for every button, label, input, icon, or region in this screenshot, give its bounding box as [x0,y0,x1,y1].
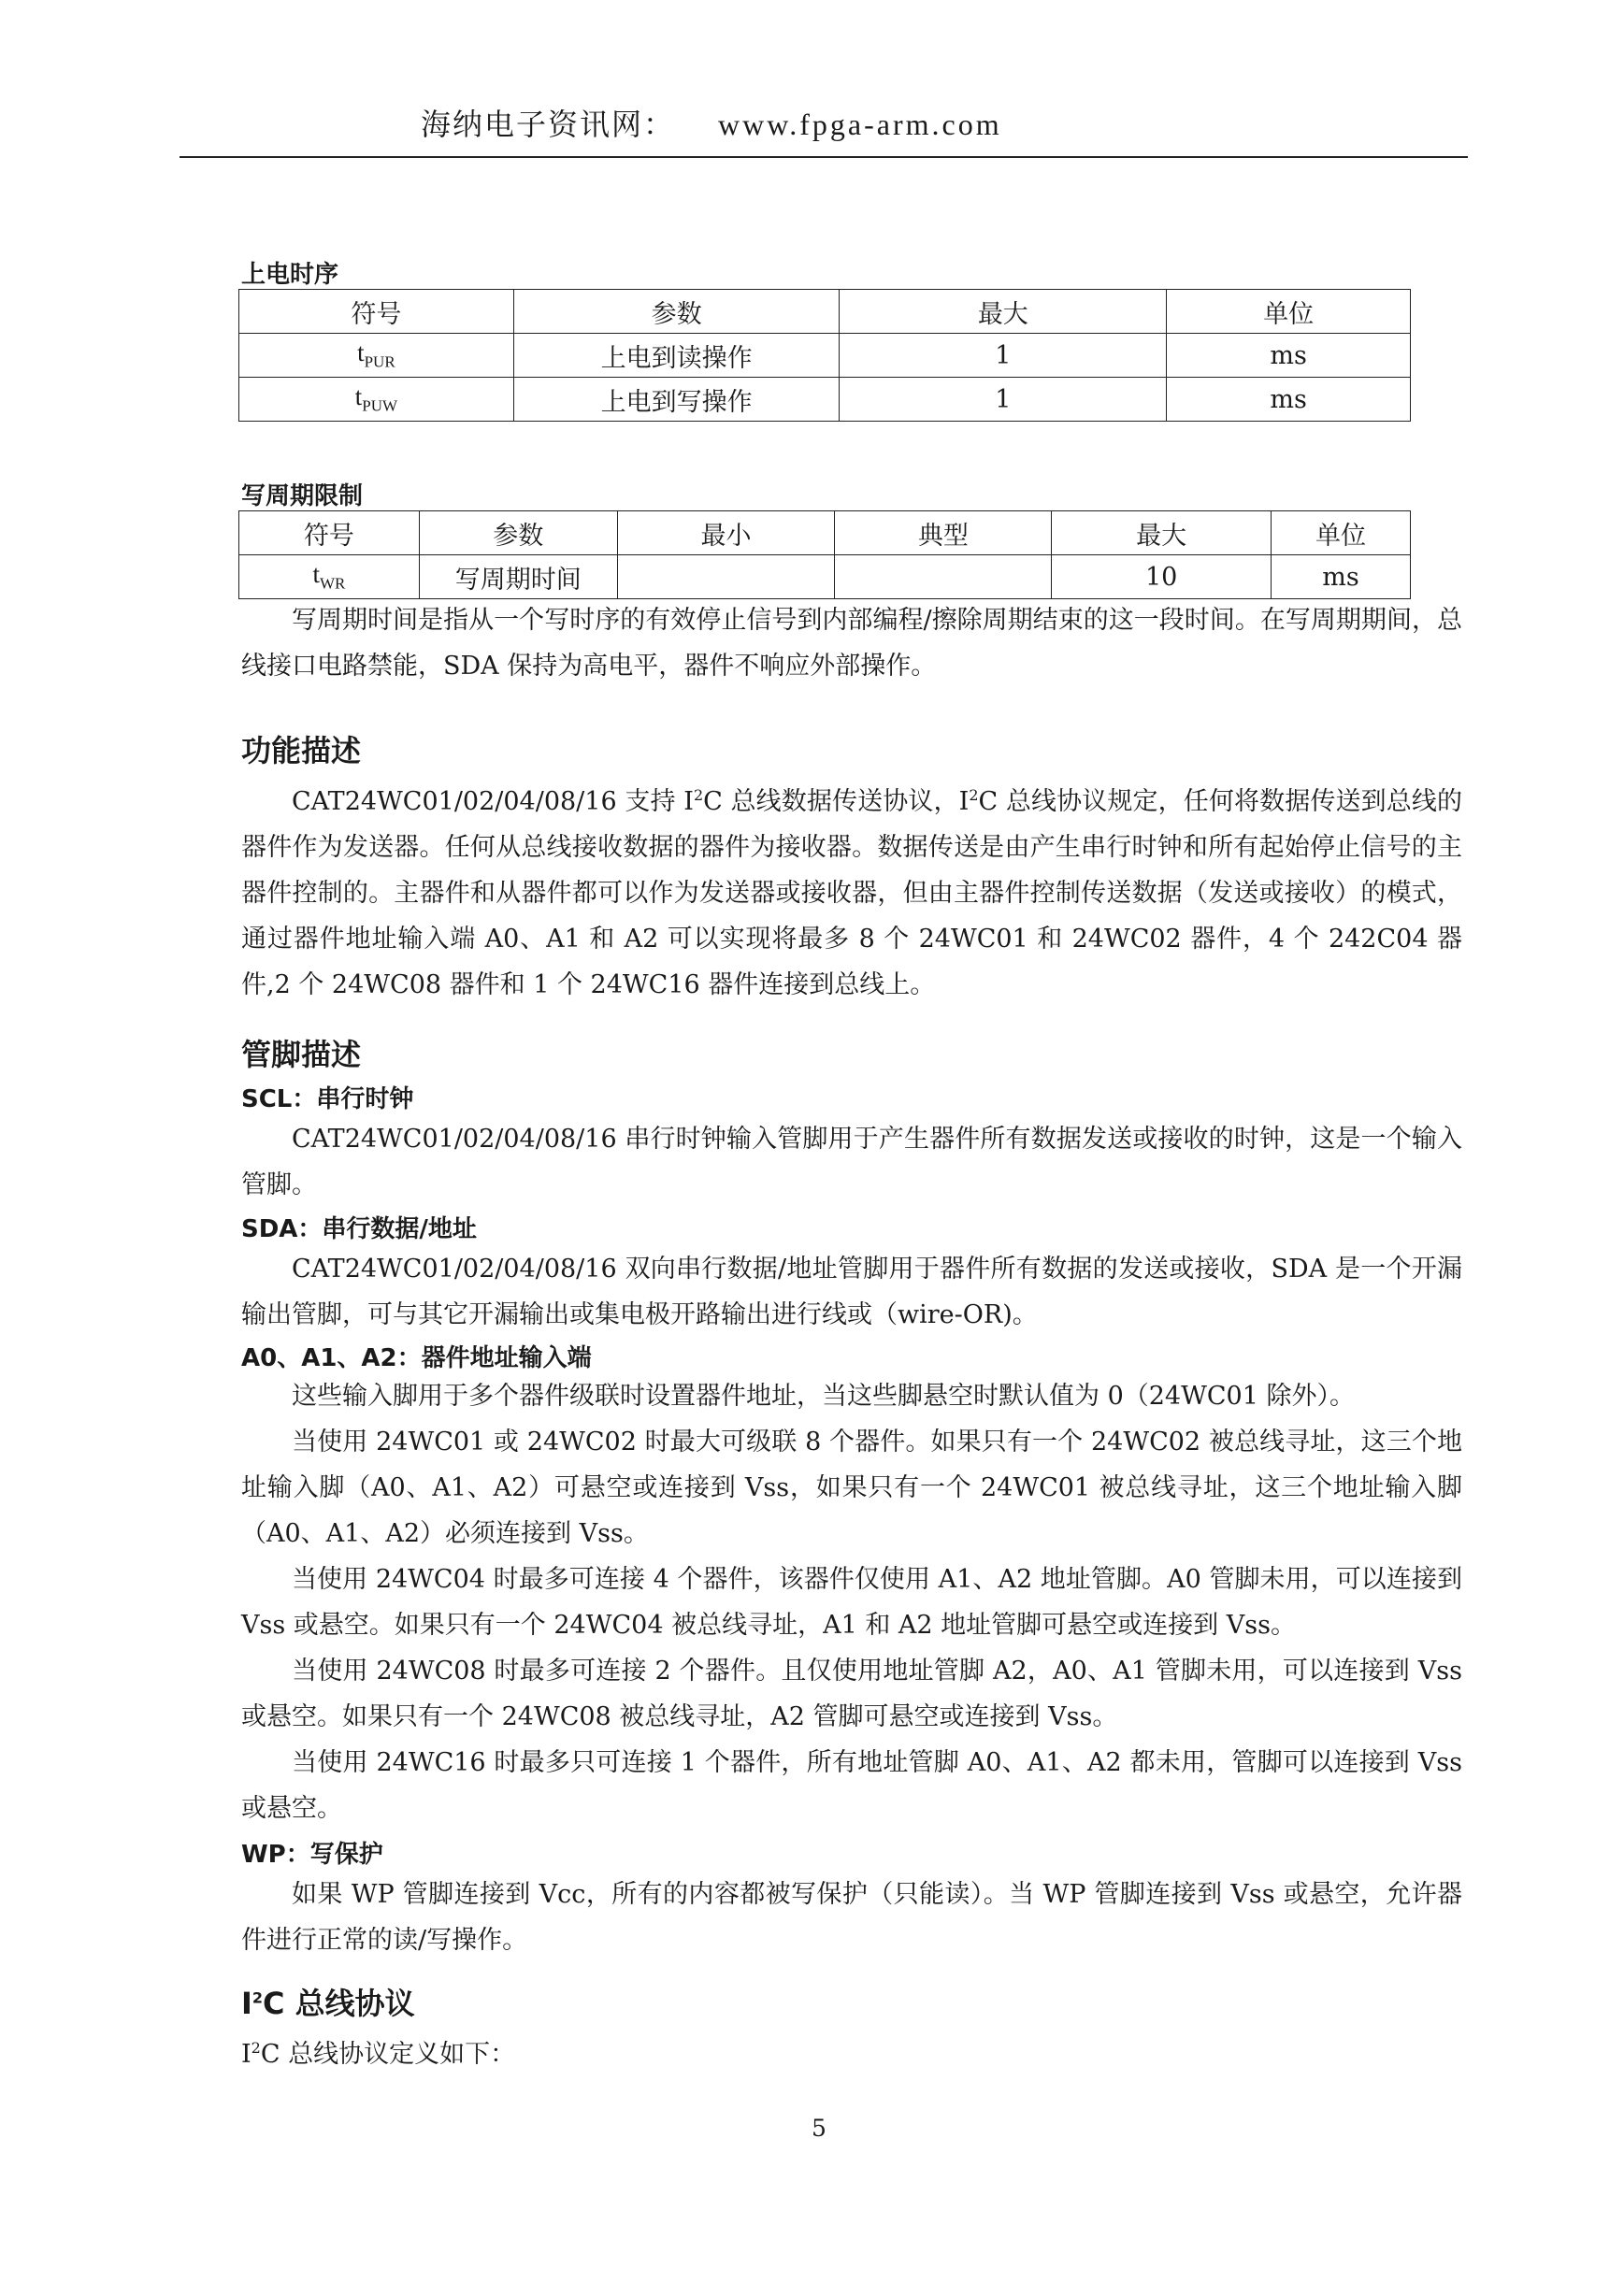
col-param: 参数 [419,511,617,555]
table-header-row [239,511,1411,555]
typ-cell [835,555,1052,599]
i2c-intro: $I^2C$ 总线协议定义如下： [241,2039,516,2069]
site-url[interactable]: www.fpga-arm.com [718,108,1002,141]
col-max: 最大 [1052,511,1272,555]
param-cell: 写周期时间 [419,555,617,599]
symbol-cell: $t_{WR}$ [239,555,420,599]
address-text-1: 这些输入脚用于多个器件级联时设置器件地址，当这些脚悬空时默认值为 0（24WC01 除外）。 [292,1382,1355,1411]
write-cycle-note: 写周期时间是指从一个写时序的有效停止信号到内部编程/擦除周期结束的这一段时间。在写周期期间，总线接口电路禁能，SDA 保持为高电平，器件不响应外部操作。 [241,606,1462,681]
wp-text: 如果 WP 管脚连接到 Vcc，所有的内容都被写保护（只能读）。当 WP 管脚连接到 Vss 或悬空，允许器件进行正常的读/写操作。 [241,1880,1462,1955]
col-unit: 单位 [1167,290,1411,334]
address-text-3: 当使用 24WC04 时最多可连接 4 个器件，该器件仅使用 A1、A2 地址管脚。A0 管脚未用，可以连接到 Vss 或悬空。如果只有一个 24WC04 被总线寻址，A1 和 A2 地址管脚可悬空或连接到 Vss。 [241,1565,1462,1640]
power-up-caption: 上电时序 [241,261,339,289]
write-cycle-caption: 写周期限制 [241,482,364,510]
symbol-cell: $t_{PUW}$ [239,378,514,422]
site-name: 海纳电子资讯网： [421,107,676,142]
param-cell: 上电到写操作 [513,378,840,422]
wp-heading: WP：写保护 [241,1841,383,1869]
table-header-row [239,290,1411,334]
max-cell: 1 [840,334,1167,378]
col-symbol: 符号 [239,290,514,334]
address-heading: A0、A1、A2：器件地址输入端 [241,1344,592,1372]
table-row [239,378,1411,422]
symbol-cell: $t_{PUR}$ [239,334,514,378]
col-unit: 单位 [1272,511,1411,555]
max-cell: 10 [1052,555,1272,599]
pins-title: 管脚描述 [241,1037,362,1072]
col-min: 最小 [617,511,835,555]
sda-text: CAT24WC01/02/04/08/16 双向串行数据/地址管脚用于器件所有数据的发送或接收，SDA 是一个开漏输出管脚，可与其它开漏输出或集电极开路输出进行线或（wire-OR)。 [241,1255,1462,1329]
param-cell: 上电到读操作 [513,334,840,378]
scl-text: CAT24WC01/02/04/08/16 串行时钟输入管脚用于产生器件所有数据发送或接收的时钟，这是一个输入管脚。 [241,1125,1462,1199]
col-symbol: 符号 [239,511,420,555]
unit-cell: ms [1167,334,1411,378]
col-param: 参数 [513,290,840,334]
unit-cell: ms [1167,378,1411,422]
address-text-4: 当使用 24WC08 时最多可连接 2 个器件。且仅使用地址管脚 A2，A0、A1 管脚未用，可以连接到 Vss 或悬空。如果只有一个 24WC08 被总线寻址，A2 管脚可悬空或连接到 Vss。 [241,1657,1462,1731]
function-text: CAT24WC01/02/04/08/16 支持 $I^2C$ 总线数据传送协议，$I^2C$ 总线协议规定，任何将数据传送到总线的器件作为发送器。任何从总线接收数据的器件为接收器。数据传送是由产生串行时钟和所有起始停止信号的主器件控制的。主器件和从器件都可以作为发送器或接收器，但由主器件控制传送数据（发送或接收）的模式，通过器件地址输入端 A0、A1 和 A2 可以实现将最多 8 个 24WC01 和 24WC02 器件，4 个 242C04 器件,2 个 24WC08 器件和 1 个 24WC16 器件连接到总线上。 [241,786,1462,999]
page-header [421,101,1002,144]
header-rule [180,156,1468,158]
unit-cell: ms [1272,555,1411,599]
col-max: 最大 [840,290,1167,334]
function-title: 功能描述 [241,733,362,768]
i2c-title: $I^2C$ 总线协议 [241,1986,415,2021]
scl-heading: SCL：串行时钟 [241,1085,414,1113]
table-row [239,334,1411,378]
page-number: 5 [812,2115,826,2142]
address-text-2: 当使用 24WC01 或 24WC02 时最大可级联 8 个器件。如果只有一个 24WC02 被总线寻址，这三个地址输入脚（A0、A1、A2）可悬空或连接到 Vss，如果只有一个 24WC01 被总线寻址，这三个地址输入脚（A0、A1、A2）必须连接到 Vss。 [241,1428,1462,1548]
col-typ: 典型 [835,511,1052,555]
max-cell: 1 [840,378,1167,422]
min-cell [617,555,835,599]
power-up-table [238,289,1411,422]
write-cycle-table [238,510,1411,599]
table-row [239,555,1411,599]
sda-heading: SDA：串行数据/地址 [241,1215,477,1243]
address-text-5: 当使用 24WC16 时最多只可连接 1 个器件，所有地址管脚 A0、A1、A2 都未用，管脚可以连接到 Vss 或悬空。 [241,1748,1462,1823]
